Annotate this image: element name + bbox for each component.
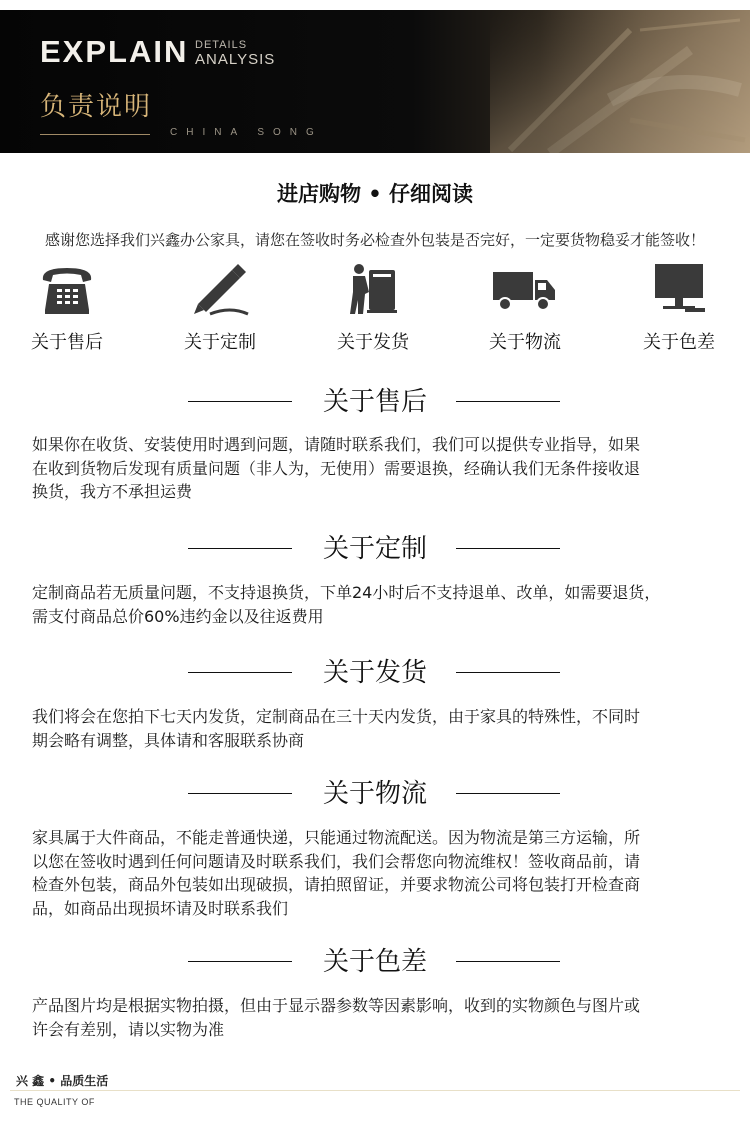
page-heading: 进店购物 • 仔细阅读	[276, 182, 474, 206]
text-line: 产品图片均是根据实物拍摄，但由于显示器参数等因素影响，收到的实物颜色与图片或	[32, 996, 641, 1015]
divider-line	[188, 793, 292, 794]
text-line: 需支付商品总价60%违约金以及往返费用	[32, 606, 324, 626]
icon-row	[0, 262, 750, 362]
section-text-aftersales	[32, 433, 722, 504]
pen-icon	[190, 262, 250, 316]
section-title-aftersales	[0, 381, 750, 421]
icon-label: 关于色差	[643, 332, 715, 353]
section-title-text: 关于色差	[322, 947, 427, 977]
section-title-custom	[0, 528, 750, 568]
icon-item-shipping	[303, 262, 443, 354]
footer-brand: 兴 鑫 • 品质生活	[16, 1074, 109, 1088]
icon-label: 关于物流	[489, 332, 561, 353]
section-title-text: 关于发货	[322, 658, 427, 688]
divider-line	[188, 401, 292, 402]
divider-line	[456, 961, 560, 962]
banner-title-en: EXPLAIN	[40, 34, 189, 69]
section-title-color	[0, 941, 750, 981]
woodwork-photo-decoration	[490, 10, 750, 153]
section-text-shipping	[32, 705, 722, 752]
text-line: 家具属于大件商品，不能走普通快递，只能通过物流配送。因为物流是第三方运输，所	[32, 828, 641, 847]
section-title-text: 关于售后	[322, 387, 427, 417]
icon-label: 关于售后	[31, 332, 103, 353]
section-title-text: 关于物流	[322, 779, 427, 809]
monitor-icon	[649, 262, 709, 316]
text-line: 如果你在收货、安装使用时遇到问题，请随时联系我们，我们可以提供专业指导，如果	[32, 435, 641, 454]
section-title-text: 关于定制	[322, 534, 427, 564]
text-line: 品，如商品出现损坏请及时联系我们	[32, 898, 289, 918]
section-text-custom	[32, 581, 722, 628]
text-line: 检查外包装，商品外包装如出现破损，请拍照留证，并要求物流公司将包装打开检查商	[32, 875, 641, 894]
icon-item-color	[609, 262, 749, 354]
text-line: 许会有差别，请以实物为准	[32, 1019, 225, 1039]
icon-label: 关于发货	[337, 332, 409, 353]
divider-line	[188, 961, 292, 962]
footer-divider	[10, 1090, 740, 1091]
banner-subtitle-details: DETAILS	[195, 39, 248, 51]
text-line: 换货，我方不承担运费	[32, 482, 193, 501]
banner-subtitle-analysis: ANALYSIS	[195, 51, 276, 68]
truck-icon	[491, 262, 559, 316]
icon-label: 关于定制	[184, 332, 256, 353]
header-banner	[0, 10, 750, 153]
banner-divider	[40, 134, 150, 135]
section-title-shipping	[0, 652, 750, 692]
icon-item-aftersales	[0, 262, 137, 354]
banner-tagline: CHINA SONG	[170, 127, 323, 138]
delivery-person-icon	[343, 262, 403, 316]
text-line: 在收到货物后发现有质量问题（非人为，无使用）需要退换，经确认我们无条件接收退	[32, 458, 641, 478]
banner-title-cn: 负责说明	[40, 92, 153, 122]
divider-line	[456, 793, 560, 794]
intro-text: 感谢您选择我们兴鑫办公家具，请您在签收时务必检查外包装是否完好，一定要货物稳妥才能签收！	[44, 231, 705, 249]
divider-line	[456, 672, 560, 673]
icon-item-custom	[150, 262, 290, 354]
text-line: 以您在签收时遇到任何问题请及时联系我们，我们会帮您向物流维权！签收商品前，请	[32, 851, 641, 871]
text-line: 我们将会在您拍下七天内发货，定制商品在三十天内发货，由于家具的特殊性，不同时	[32, 707, 641, 726]
text-line: 定制商品若无质量问题，不支持退换货，下单24小时后不支持退单、改单，如需要退货，	[32, 583, 661, 602]
section-title-logistics	[0, 773, 750, 813]
section-text-logistics	[32, 826, 722, 920]
icon-item-logistics	[455, 262, 595, 354]
text-line: 期会略有调整，具体请和客服联系协商	[32, 730, 305, 750]
footer-tagline: THE QUALITY OF	[14, 1097, 95, 1107]
divider-line	[456, 401, 560, 402]
telephone-icon	[37, 262, 97, 316]
divider-line	[456, 548, 560, 549]
divider-line	[188, 672, 292, 673]
divider-line	[188, 548, 292, 549]
section-text-color	[32, 994, 722, 1041]
